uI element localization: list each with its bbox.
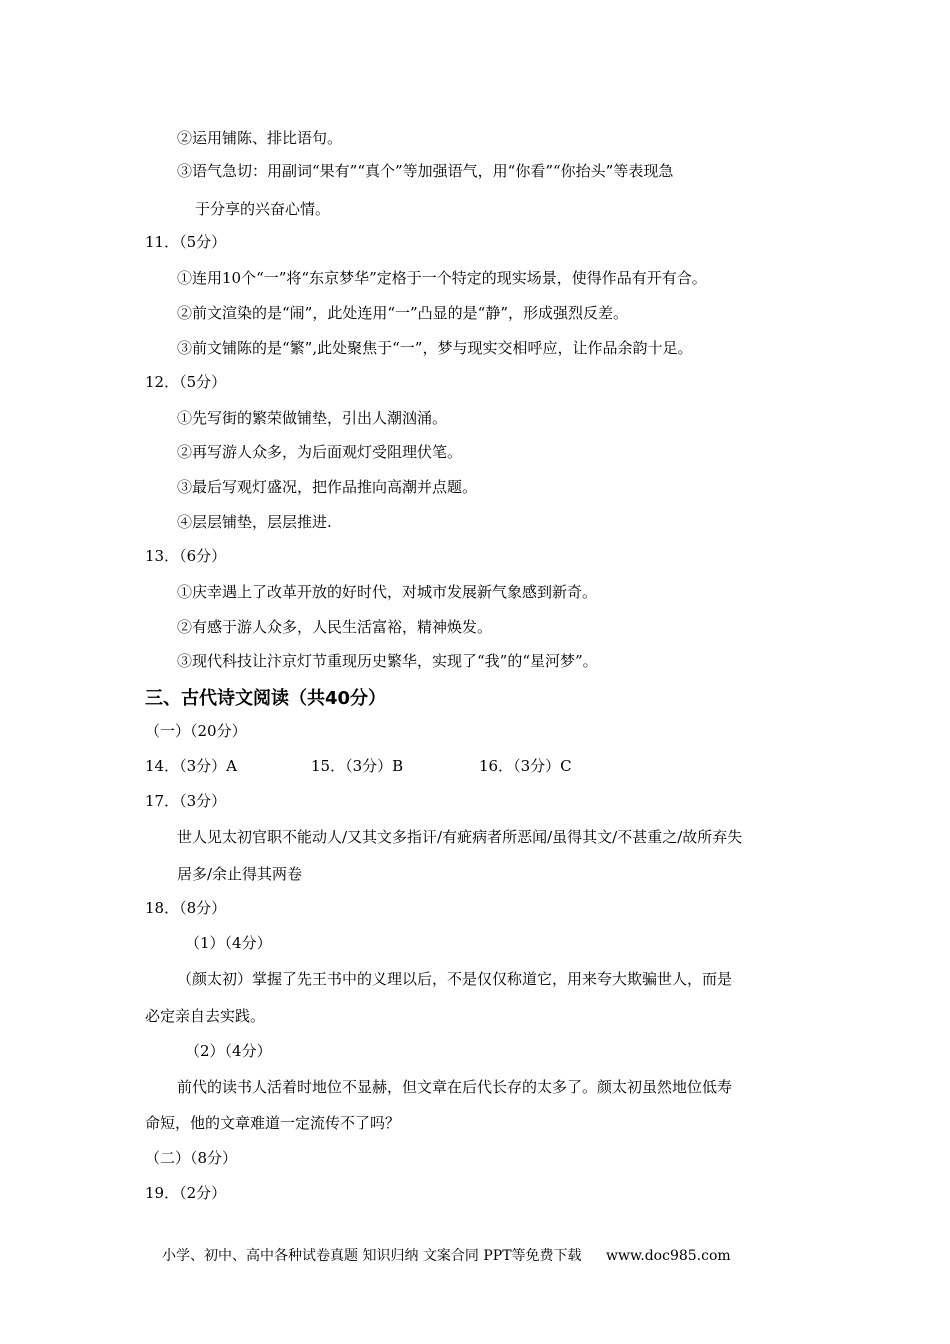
answer-line: ③前文铺陈的是“繁”,此处聚焦于“一”，梦与现实交相呼应，让作品余韵十足。 [177,339,693,357]
question-number: 13．（6分） [145,547,227,565]
part-label: （一）（20分） [145,722,247,740]
question-number: 11．（5分） [145,233,227,251]
page-footer [162,1245,731,1265]
sub-question: （1）（4分） [185,934,272,952]
question-number: 19．（2分） [145,1184,227,1202]
question-number: 17．（3分） [145,792,227,810]
answer-line: ②前文渲染的是“闹”，此处连用“一”凸显的是“静”，形成强烈反差。 [177,304,629,322]
sub-question: （2）（4分） [185,1042,272,1060]
answer-line: ③现代科技让汴京灯节重现历史繁华，实现了“我”的“星河梦”。 [177,652,598,670]
answer-line: （颜太初）掌握了先王书中的义理以后，不是仅仅称道它，用来夸大欺骗世人，而是 [177,970,733,988]
answer-line: ①庆幸遇上了改革开放的好时代，对城市发展新气象感到新奇。 [177,583,598,601]
question-number: 12．（5分） [145,373,227,391]
answer-line: ④层层铺垫，层层推进. [177,513,332,531]
question-answer: 14．（3分）A [145,757,237,775]
footer-url[interactable]: www.doc985.com [605,1248,731,1264]
question-number: 18．（8分） [145,899,227,917]
section-heading: 三、古代诗文阅读（共40分） [145,688,387,709]
answer-line: ③最后写观灯盛况，把作品推向高潮并点题。 [177,478,478,496]
answer-line: 必定亲自去实践。 [145,1007,266,1025]
answer-line: ①连用10个“一”将“东京梦华”定格于一个特定的现实场景，使得作品有开有合。 [177,269,707,287]
answer-line: ①先写街的繁荣做铺垫，引出人潮汹涌。 [177,409,448,427]
question-answer: 16．（3分）C [479,757,572,775]
answer-line: 居多/余止得其两卷 [177,865,303,883]
footer-text: 小学、初中、高中各种试卷真题 知识归纳 文案合同 PPT等免费下载 [162,1248,582,1264]
answer-line: ②运用铺陈、排比语句。 [177,129,343,147]
answer-line: 世人见太初官职不能动人/又其文多指讦/有疵病者所恶闻/虽得其文/不甚重之/故所弃失 [177,828,743,846]
part-label: （二）（8分） [145,1149,238,1167]
answer-line: 命短，他的文章难道一定流传不了吗？ [145,1114,401,1132]
question-answer: 15．（3分）B [311,757,404,775]
answer-line: ②有感于游人众多，人民生活富裕，精神焕发。 [177,618,493,636]
answer-line: 前代的读书人活着时地位不显赫，但文章在后代长存的太多了。颜太初虽然地位低寿 [177,1078,733,1096]
answer-line: 于分享的兴奋心情。 [195,200,331,218]
answer-line: ②再写游人众多，为后面观灯受阻理伏笔。 [177,443,463,461]
answer-line: ③语气急切：用副词“果有”“真个”等加强语气，用“你看”“你抬头”等表现急 [177,162,674,180]
